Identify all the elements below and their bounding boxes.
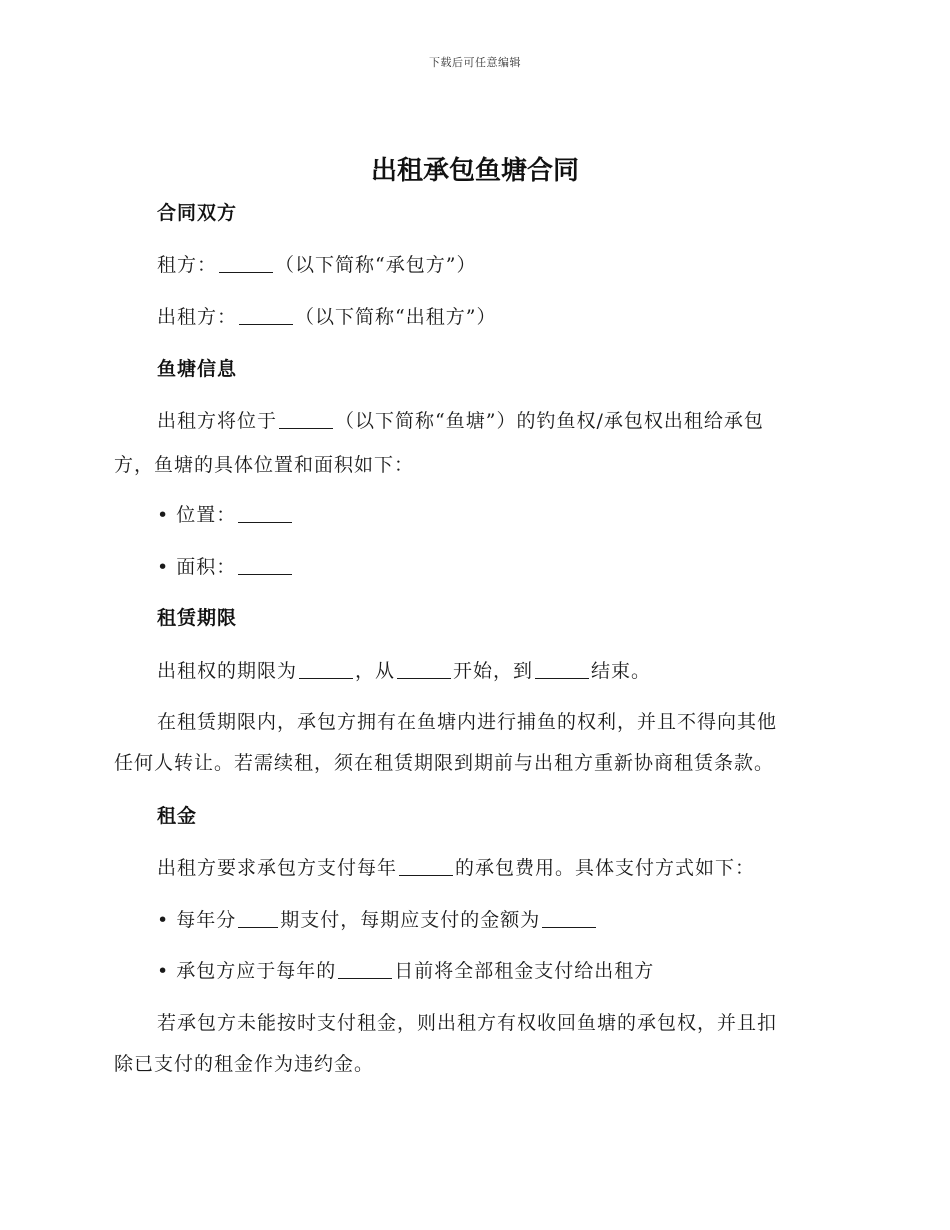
rent-installment-amount-blank (542, 906, 596, 928)
pond-location-label: • 位置： (157, 504, 237, 526)
pond-area-item (157, 552, 950, 579)
term-end-blank (535, 657, 589, 679)
rent-installments-blank (238, 906, 278, 928)
term-paragraph-1 (157, 656, 950, 683)
pond-location-blank (279, 407, 333, 429)
lessee-alias: （以下简称“承包方”） (275, 254, 477, 276)
rent-text-a: 出租方要求承包方支付每年 (157, 857, 398, 879)
lessor-blank (239, 303, 293, 325)
lessor-line (157, 302, 950, 329)
document-title: 出租承包鱼塘合同 (370, 156, 579, 186)
section-heading-rent: 租金 (157, 805, 198, 827)
section-heading-term: 租赁期限 (157, 607, 238, 629)
pond-paragraph-line2: 方，鱼塘的具体位置和面积如下： (114, 454, 415, 476)
term-duration-blank (299, 657, 353, 679)
term-text-d: 结束。 (591, 660, 652, 682)
rent-deadline-blank (338, 957, 392, 979)
pond-area-value-blank (238, 553, 292, 575)
pond-location-item (157, 500, 950, 527)
term-start-blank (397, 657, 451, 679)
lessee-line (157, 250, 950, 277)
pond-location-value-blank (238, 501, 292, 523)
section-heading-pond: 鱼塘信息 (157, 358, 238, 380)
rent-bullet2-text-b: 日前将全部租金支付给出租方 (394, 960, 655, 982)
rent-text-b: 的承包费用。具体支付方式如下： (455, 857, 756, 879)
rent-paragraph-1 (157, 853, 950, 880)
rent-bullet1-text-b: 期支付，每期应支付的金额为 (280, 909, 541, 931)
lessee-label: 租方： (157, 254, 218, 276)
rent-bullet2-text-a: • 承包方应于每年的 (157, 960, 337, 982)
lessee-blank (219, 251, 273, 273)
rent-annual-fee-blank (399, 854, 453, 876)
rent-bullet1-text-a: • 每年分 (157, 909, 237, 931)
pond-text-suffix: （以下简称“鱼塘”）的钓鱼权/承包权出租给承包 (335, 410, 764, 432)
rent-bullet-installments (157, 905, 950, 932)
header-note: 下载后可任意编辑 (429, 56, 521, 69)
rent-paragraph-2-line2: 除已支付的租金作为违约金。 (114, 1053, 375, 1075)
pond-area-label: • 面积： (157, 556, 237, 578)
rent-bullet-deadline (157, 956, 950, 983)
term-text-b: ，从 (355, 660, 396, 682)
pond-text-prefix: 出租方将位于 (157, 410, 278, 432)
term-text-a: 出租权的期限为 (157, 660, 298, 682)
pond-paragraph-line1 (157, 406, 950, 433)
term-paragraph-2-line2: 任何人转让。若需续租，须在租赁期限到期前与出租方重新协商租赁条款。 (114, 752, 775, 774)
lessor-label: 出租方： (157, 306, 238, 328)
section-heading-parties: 合同双方 (157, 202, 238, 224)
rent-paragraph-2-line1: 若承包方未能按时支付租金，则出租方有权收回鱼塘的承包权，并且扣 (157, 1012, 778, 1034)
term-text-c: 开始，到 (453, 660, 534, 682)
lessor-alias: （以下简称“出租方”） (295, 306, 497, 328)
term-paragraph-2-line1: 在租赁期限内，承包方拥有在鱼塘内进行捕鱼的权利，并且不得向其他 (157, 711, 778, 733)
